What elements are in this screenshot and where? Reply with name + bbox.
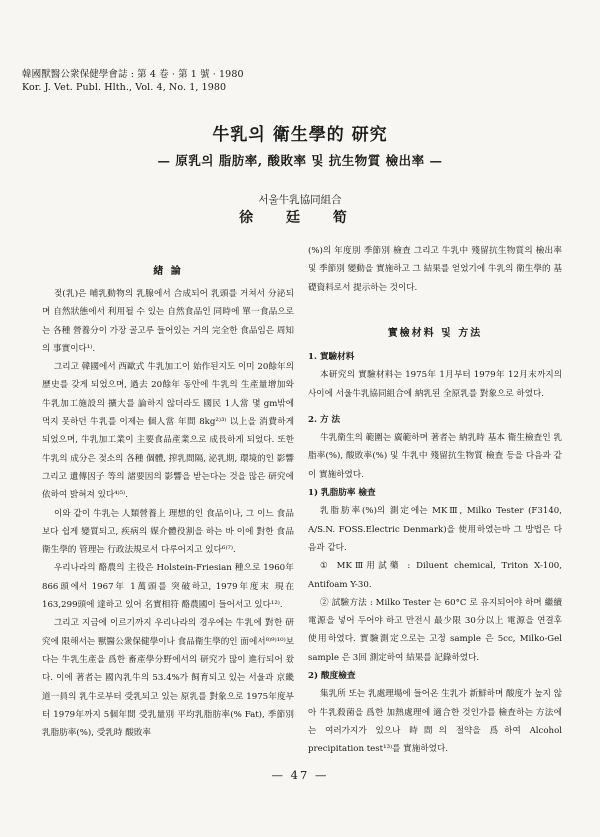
author-name: 徐 廷 筍 xyxy=(239,210,361,226)
subsection-title-materials: 1. 實驗材料 xyxy=(308,352,355,362)
journal-citation-korean: 韓國獸醫公衆保健學會誌 : 第 4 卷 · 第 1 號 · 1980 xyxy=(22,69,244,80)
journal-citation xyxy=(22,68,244,94)
subsection-title-methods: 2. 方 法 xyxy=(308,414,341,425)
intro-paragraph-2: 그리고 韓國에서 西歐式 牛乳加工이 始作된지도 이미 20餘年의 歷史를 갖게 되었으며, 過去 20餘年 동안에 牛乳의 生產量增加와 牛乳加工施設의 擴大를 論하지 않더라도 國民 1人當 몇 gm밖에 먹지 못하던 牛乳를 이제는 個人當 年間 8kg²⁾³⁾ 以上을 消費하게 되었으며, 牛乳加工業이 主要食品產業으로 成長하게 되었다. 또한 牛乳의 成分은 젖소의 各種 個體, 搾乳間隔, 泌乳期, 環境的인 影響 그리고 遺傳因子 等의 諸要因의 影響을 받는다는 것을 많은 研究에 依하여 밝혀져 있다⁴⁾⁵⁾. xyxy=(42,362,294,501)
intro-continuation: (%)의 年度別 季節別 檢査 그리고 牛乳中 殘留抗生物質의 檢出率 및 季節別 變動을 實施하고 그 結果를 얻었기에 牛乳의 衛生學的 基礎資料로서 提示하는 것이다. xyxy=(308,246,562,293)
page-number: — 47 — xyxy=(271,768,329,782)
right-column xyxy=(308,242,562,297)
intro-paragraph-5: 그리고 지금에 이르기까지 우리나라의 경우에는 牛乳에 對한 研究에 限해서는 獸醫公衆保健學이나 食品衛生學的인 面에서⁸⁾⁹⁾¹⁰⁾보다는 牛乳生產을 爲한 畜產學分野에서의 研究가 많이 進行되어 왔다. 이에 著者는 國內乳牛의 53.4%가 飼育되고 있는 서울과 京畿道一員의 乳牛로부터 受乳되고 있는 原乳를 對象으로 1975年度부터 1979年까지 5個年間 受乳量別 平均乳脂肪率(% Fat), 季節別 乳脂肪率(%), 受乳時 酸敗率 xyxy=(42,618,294,739)
journal-citation-english: Kor. J. Vet. Publ. Hlth., Vol. 4, No. 1, 1980 xyxy=(22,82,227,93)
paper-title: 牛乳의 衛生學的 研究 xyxy=(212,125,388,145)
intro-paragraph-4: 우리나라의 酪農의 主役은 Holstein-Friesian 種으로 1960年 866頭에서 1967年 1萬頭를 突破하고, 1979年度末 現在 163,299頭에 達하고 있어 名實相符 酪農國이 들어서고 있다¹²⁾. xyxy=(42,563,294,611)
subsection-title-fat-test: 1) 乳脂肪率 檢査 xyxy=(308,488,376,499)
subsection-title-acidity-test: 2) 酸度檢査 xyxy=(308,671,356,682)
section-heading-introduction: 緖 論 xyxy=(153,266,183,277)
intro-paragraph-1: 젖(乳)은 哺乳動物의 乳腺에서 合成되어 乳頭를 거쳐서 分泌되며 自然狀態에서 利用될 수 있는 自然食品인 同時에 單一食品으로는 各種 營養分이 가장 골고루 들어있는 거의 完全한 食品임은 周知의 事實이다¹⁾. xyxy=(42,289,294,354)
author-affiliation: 서울牛乳協同組合 xyxy=(258,194,342,206)
intro-paragraph-3: 이와 같이 牛乳는 人類營養上 理想的인 食品이나, 그 이느 食品보다 쉽게 變質되고, 疾病의 媒介體役割을 하는 바 이에 對한 食品衛生學的 管理는 行政法規로서 다루어지고 있다⁶⁾⁷⁾. xyxy=(42,508,294,556)
acidity-test-text: 集乳所 또는 乳處理場에 들어온 生乳가 新鮮하며 酸度가 높지 않아 牛乳殺菌을 爲한 加熱處理에 適合한 것인가를 檢査하는 方法에는 여러가지가 있으나 時間의 절약을 爲하여 Alcohol precipitation test¹³⁾를 實施하였다. xyxy=(308,689,562,755)
fat-test-procedure: ② 試驗方法 : Milko Tester 는 60°C 로 유지되어야 하며 繼續 電源을 넣어 두어야 하고 만전시 最少限 30分以上 電源을 연결후 使用하였다. 實驗測定으로는 고정 sample 은 5cc, Milko-Gel sample 은 3回 測定하여 結果를 記錄하였다. xyxy=(308,597,562,663)
paper-subtitle: — 原乳의 脂肪率, 酸敗率 및 抗生物質 檢出率 — xyxy=(157,153,443,168)
materials-text: 本研究의 實驗材料는 1975年 1月부터 1979年 12月末까지의 사이에 서울牛乳協同組合에 納乳된 全原乳를 對象으로 하였다. xyxy=(308,370,562,399)
section-heading-materials-methods: 實檢材料 및 方法 xyxy=(387,328,483,339)
methods-text: 牛乳衛生의 範圍는 廣範하며 著者는 納乳時 基本 衛生檢査인 乳脂率(%), 酸敗率(%) 및 牛乳中 殘留抗生物質 檢査 등을 다음과 같이 實施하였다. xyxy=(308,433,562,480)
fat-test-reagents: ① MKⅢ用試藥 : Diluent chemical, Triton X-100, Antifoam Y-30. xyxy=(308,561,562,590)
left-column xyxy=(42,285,294,742)
methods-body xyxy=(308,348,562,759)
fat-test-text: 乳脂肪率(%)의 測定에는 MKⅢ, Milko Tester (F3140, A/S.N. FOSS.Electric Denmark)을 使用하였는바 그 방법은 다음과 같다. xyxy=(308,506,562,553)
